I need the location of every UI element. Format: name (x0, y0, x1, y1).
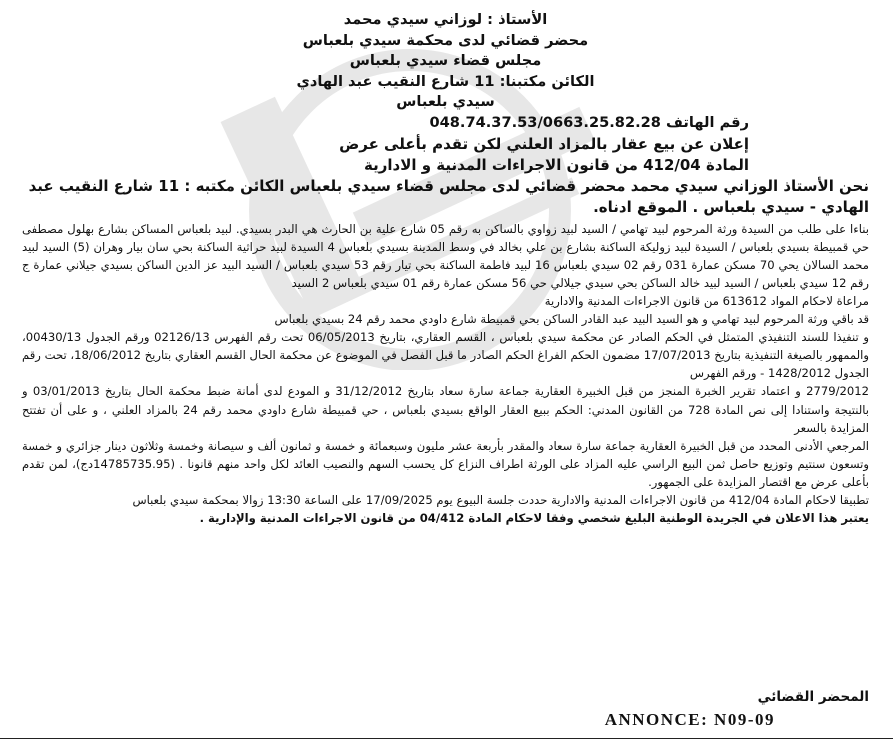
notice-article: المادة 412/04 من قانون الاجراءات المدنية و الادارية (364, 155, 749, 174)
header-line: محضر قضائي لدى محكمة سيدي بلعباس (302, 31, 589, 49)
body-paragraph: المرجعي الأدنى المحدد من قبل الخبيرة العقارية جماعة سارة سعاد والمقدر بأربعة عشر مليون وسبعمائة و خمسة و ثمانون ألف و سيصانة وخمسة وثلاثون دينار جزائري و خمسة وتسعون سنتيم وتوزيع حاصل ثمن البيع الراسي عليه المزاد على الورثة اطراف النزاع كل يحسب السهم والنصيب العائد لكل واحد منهم قانونا . (14785735.95دج)، لمن تقدم بأعلى عرض مع اقتصار المزايدة على الجمهور. (22, 438, 870, 489)
header-line: الكائن مكتبنا: 11 شارع النقيب عبد الهادي (296, 72, 595, 90)
body-paragraph: 2779/2012 و اعتماد تقرير الخبرة المنجز من قبل الخبيرة العقارية جماعة سارة سعاد بتاريخ 31/12/2012 و المودع لدى أمانة ضبط محكمة الحال بتاريخ 03/01/2013 و بالنتيجة واستنادا إلى نص المادة 728 من القانون المدني: الحكم ببيع العقار الواقع بسيدي بلعباس ، حي قمبيطة شارع داودي محمد رقم 24 بالمزاد العلني ، و على أن تفتتح المزايدة بالسعر (22, 384, 870, 435)
header-line: مجلس قضاء سيدي بلعباس (349, 52, 542, 70)
office-header (22, 10, 869, 134)
notice-body (22, 220, 869, 528)
bailiff-signature: المحضر القضائي (757, 689, 869, 705)
body-paragraph: يعتبر هذا الاعلان في الجريدة الوطنية البليغ شخصي وفقا لاحكام المادة 04/412 من قانون الاجراءات المدنية والإدارية . (199, 511, 869, 526)
body-paragraph: قد باقي ورثة المرحوم لبيد تهامي و هو السيد البيد عبد القادر الساكن بحي قمبيطة شارع داودي محمد رقم 24 بسيدي بلعباس (274, 312, 869, 327)
annonce-number: ANNONCE: N09-09 (604, 710, 775, 729)
header-line: الأستاذ : لوزاني سيدي محمد (343, 11, 548, 28)
bottom-divider (0, 738, 893, 739)
phone-line: رقم الهاتف 048.74.37.53/0663.25.82.28 (429, 113, 749, 131)
body-paragraph: تطبيقا لاحكام المادة 412/04 من قانون الاجراءات المدنية والادارية حددت جلسة البيوع يوم 17/09/2025 على الساعة 13:30 زوالا بمحكمة سيدي بلعباس (132, 492, 869, 507)
notice-title: إعلان عن بيع عقار بالمزاد العلني لكن تقدم بأعلى عرض (339, 134, 749, 153)
header-line: سيدي بلعباس (396, 93, 495, 111)
notice-intro: نحن الأستاذ الوزاني سيدي محمد محضر قضائي لدى مجلس قضاء سيدي بلعباس الكائن مكتبه : 11 شارع النقيب عبد الهادي - سيدي بلعباس . الموقع ادناه. (28, 176, 869, 216)
body-paragraph: و تنفيذا للسند التنفيذي المتمثل في الحكم الصادر عن محكمة سيدي بلعباس ، القسم العقاري، بتاريخ 06/05/2013 تحت رقم الفهرس 02126/13 ورقم الجدول 00430/13، والممهور بالصيغة التنفيذية بتاريخ 17/07/2013 مضمون الحكم الفراغ الحكم الصادر ما قبل الفصل في الموضوع عن محكمة الحال القسم العقاري بتاريخ 18/06/2012، تحت رقم الجدول 1428/2012 - ورقم الفهرس (22, 330, 869, 381)
body-paragraph: بناءا على طلب من السيدة ورثة المرحوم لبيد تهامي / السيد لبيد زواوي بالساكن به رقم 05 شارع علية بن الحارث هي البدر بسيدي. لبيد بلعباس المساكن بشارع بهلول مصطفى حي قمبيطة بسيدي بلعباس / السيدة لبيد زوليكة الساكنة بشارع بن علي بخالد في وسط المدينة بسيدي بلعباس 4 السيدة لبيد حراثية الساكنة بحي سان بيار وهران (5) السيد لبيد محمد السالان يحي 70 مسكن عمارة 031 رقم 02 سيدي بلعباس 16 لبيد فاطمة الساكنة بحي تيار رقم 53 سيدي بلعباس / السيد البيد عز الدين الساكن بسيدي جيلاني عمارة ج رقم 12 سيدي بلعباس / السيد لبيد خالد الساكن بحي سيدي جيلالي حي 56 مسكن عمارة رقم 01 سيدي بلعباس 2 السيد (22, 221, 869, 290)
body-paragraph: مراعاة لاحكام المواد 613612 من قانون الاجراءات المدنية والادارية (544, 293, 869, 308)
